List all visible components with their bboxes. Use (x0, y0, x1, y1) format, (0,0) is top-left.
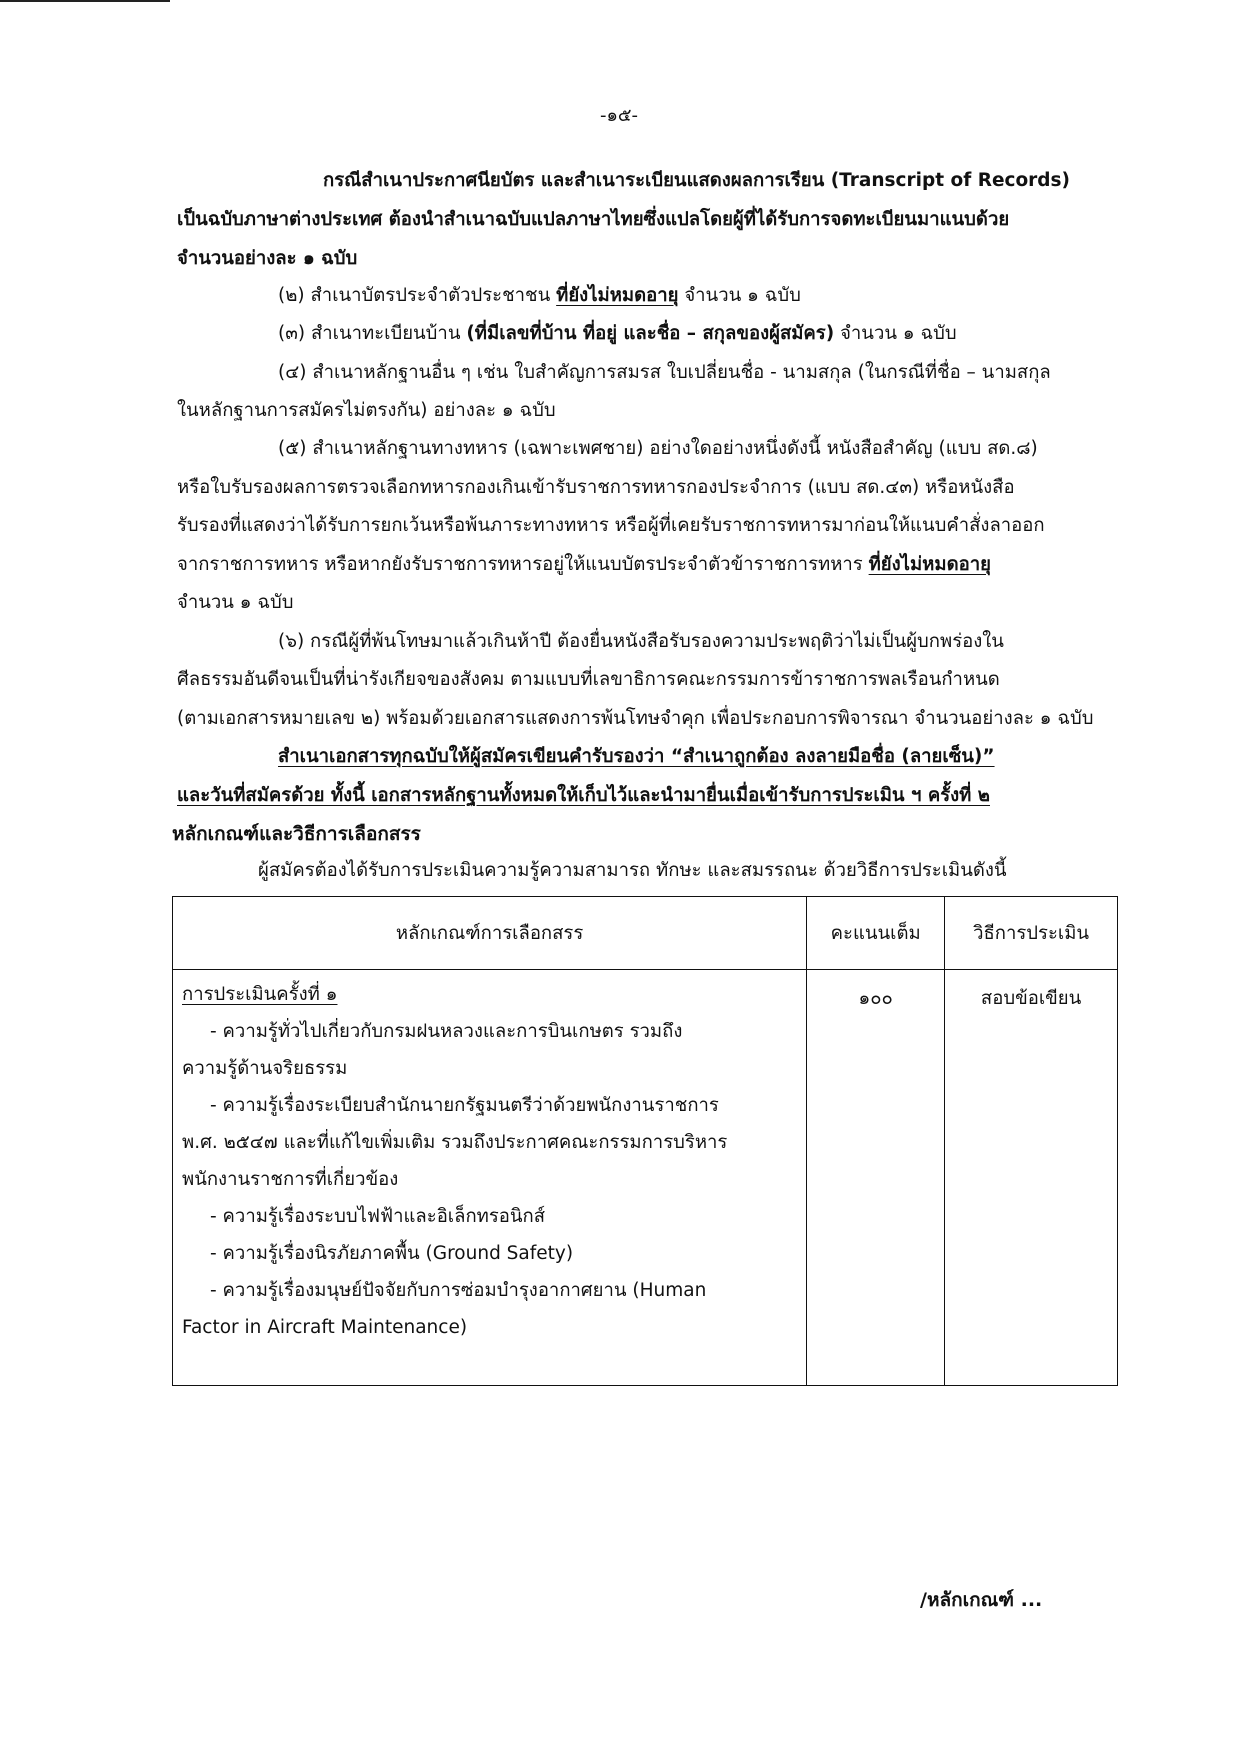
page-number: -๑๕- (599, 105, 639, 126)
criteria-line: - ความรู้เรื่องนิรภัยภาคพื้น (Ground Safety) (210, 1243, 574, 1264)
score-cell: ๑๐๐ (807, 970, 945, 1386)
item-2 (278, 285, 801, 307)
round-title: การประเมินครั้งที่ ๑ (182, 984, 338, 1005)
criteria-cell (173, 970, 807, 1386)
certify-line-2: และวันที่สมัครด้วย ทั้งนี้ เอกสารหลักฐานทั้งหมดให้เก็บไว้และนำมายื่นเมื่อเข้ารับการประเมิน ฯ ครั้งที่ ๒ (177, 785, 990, 806)
certify-line-1: สำเนาเอกสารทุกฉบับให้ผู้สมัครเขียนคำรับรองว่า “สำเนาถูกต้อง ลงลายมือชื่อ (ลายเซ็น)” (278, 746, 995, 767)
item-2-emphasis: ที่ยังไม่หมดอายุ (556, 285, 679, 306)
criteria-line: - ความรู้เรื่องระเบียบสำนักนายกรัฐมนตรีว่าด้วยพนักงานราชการ (210, 1095, 719, 1116)
selection-intro: ผู้สมัครต้องได้รับการประเมินความรู้ความสามารถ ทักษะ และสมรรถนะ ด้วยวิธีการประเมินดังนี้ (258, 860, 1007, 881)
criteria-line: - ความรู้เรื่องระบบไฟฟ้าและอิเล็กทรอนิกส์ (210, 1206, 546, 1227)
item-5-line-4-text: จากราชการทหาร หรือหากยังรับราชการทหารอยู่ให้แนบบัตรประจำตัวข้าราชการทหาร (177, 554, 869, 575)
criteria-line: พ.ศ. ๒๕๔๗ และที่แก้ไขเพิ่มเติม รวมถึงประกาศคณะกรรมการบริหาร (182, 1132, 728, 1153)
top-edge-line (0, 0, 170, 2)
criteria-line: พนักงานราชการที่เกี่ยวข้อง (182, 1169, 399, 1190)
criteria-line: - ความรู้ทั่วไปเกี่ยวกับกรมฝนหลวงและการบินเกษตร รวมถึง (210, 1021, 683, 1042)
item-5-line-2: หรือใบรับรองผลการตรวจเลือกทหารกองเกินเข้ารับราชการทหารกองประจำการ (แบบ สด.๔๓) หรือหนังสือ (177, 477, 1015, 498)
item-4-line-2: ในหลักฐานการสมัครไม่ตรงกัน) อย่างละ ๑ ฉบับ (177, 400, 556, 421)
item-4-line-1: (๔) สำเนาหลักฐานอื่น ๆ เช่น ใบสำคัญการสมรส ใบเปลี่ยนชื่อ - นามสกุล (ในกรณีที่ชื่อ – นามสกุล (278, 362, 1051, 383)
table-row (173, 970, 1118, 1386)
item-5-line-4-emphasis: ที่ยังไม่หมดอายุ (868, 554, 991, 575)
criteria-line: - ความรู้เรื่องมนุษย์ปัจจัยกับการซ่อมบำรุงอากาศยาน (Human (210, 1280, 707, 1301)
item-5-line-3: รับรองที่แสดงว่าได้รับการยกเว้นหรือพ้นภาระทางทหาร หรือผู้ที่เคยรับราชการทหารมาก่อนให้แนบคำสั่งลาออก (177, 515, 1045, 536)
intro-line-3: จำนวนอย่างละ ๑ ฉบับ (177, 248, 358, 269)
header-criteria: หลักเกณฑ์การเลือกสรร (173, 897, 807, 970)
item-3-prefix: (๓) สำเนาทะเบียนบ้าน (278, 323, 467, 344)
criteria-table (172, 896, 1118, 1386)
item-6-line-1: (๖) กรณีผู้ที่พ้นโทษมาแล้วเกินห้าปี ต้องยื่นหนังสือรับรองความประพฤติว่าไม่เป็นผู้บกพร่องใน (278, 631, 1004, 652)
item-6-line-2: ศีลธรรมอันดีจนเป็นที่น่ารังเกียจของสังคม ตามแบบที่เลขาธิการคณะกรรมการข้าราชการพลเรือนกำหนด (177, 669, 1000, 690)
table-header-row (173, 897, 1118, 970)
header-method: วิธีการประเมิน (945, 897, 1118, 970)
method-cell: สอบข้อเขียน (945, 970, 1118, 1386)
intro-line-1: กรณีสำเนาประกาศนียบัตร และสำเนาระเบียนแสดงผลการเรียน (Transcript of Records) (323, 170, 1071, 191)
intro-line-2: เป็นฉบับภาษาต่างประเทศ ต้องนำสำเนาฉบับแปลภาษาไทยซึ่งแปลโดยผู้ที่ได้รับการจดทะเบียนมาแนบด้วย (177, 209, 1010, 230)
item-3-suffix: จำนวน ๑ ฉบับ (834, 323, 957, 344)
item-3 (278, 323, 957, 345)
item-2-prefix: (๒) สำเนาบัตรประจำตัวประชาชน (278, 285, 557, 306)
item-5-line-1: (๕) สำเนาหลักฐานทางทหาร (เฉพาะเพศชาย) อย่างใดอย่างหนึ่งดังนี้ หนังสือสำคัญ (แบบ สด.๘) (278, 438, 1038, 459)
item-5-line-4 (177, 554, 991, 576)
item-6-line-3: (ตามเอกสารหมายเลข ๒) พร้อมด้วยเอกสารแสดงการพ้นโทษจำคุก เพื่อประกอบการพิจารณา จำนวนอย่างละ ๑ ฉบับ (177, 708, 1094, 729)
header-full-score: คะแนนเต็ม (807, 897, 945, 970)
continuation-note: /หลักเกณฑ์ ... (920, 1589, 1043, 1611)
item-2-suffix: จำนวน ๑ ฉบับ (678, 285, 801, 306)
item-3-emphasis: (ที่มีเลขที่บ้าน ที่อยู่ และชื่อ – สกุลของผู้สมัคร) (466, 323, 835, 344)
criteria-line: Factor in Aircraft Maintenance) (182, 1317, 468, 1338)
item-5-line-5: จำนวน ๑ ฉบับ (177, 592, 294, 613)
selection-heading: หลักเกณฑ์และวิธีการเลือกสรร (172, 823, 421, 845)
criteria-line: ความรู้ด้านจริยธรรม (182, 1058, 348, 1079)
